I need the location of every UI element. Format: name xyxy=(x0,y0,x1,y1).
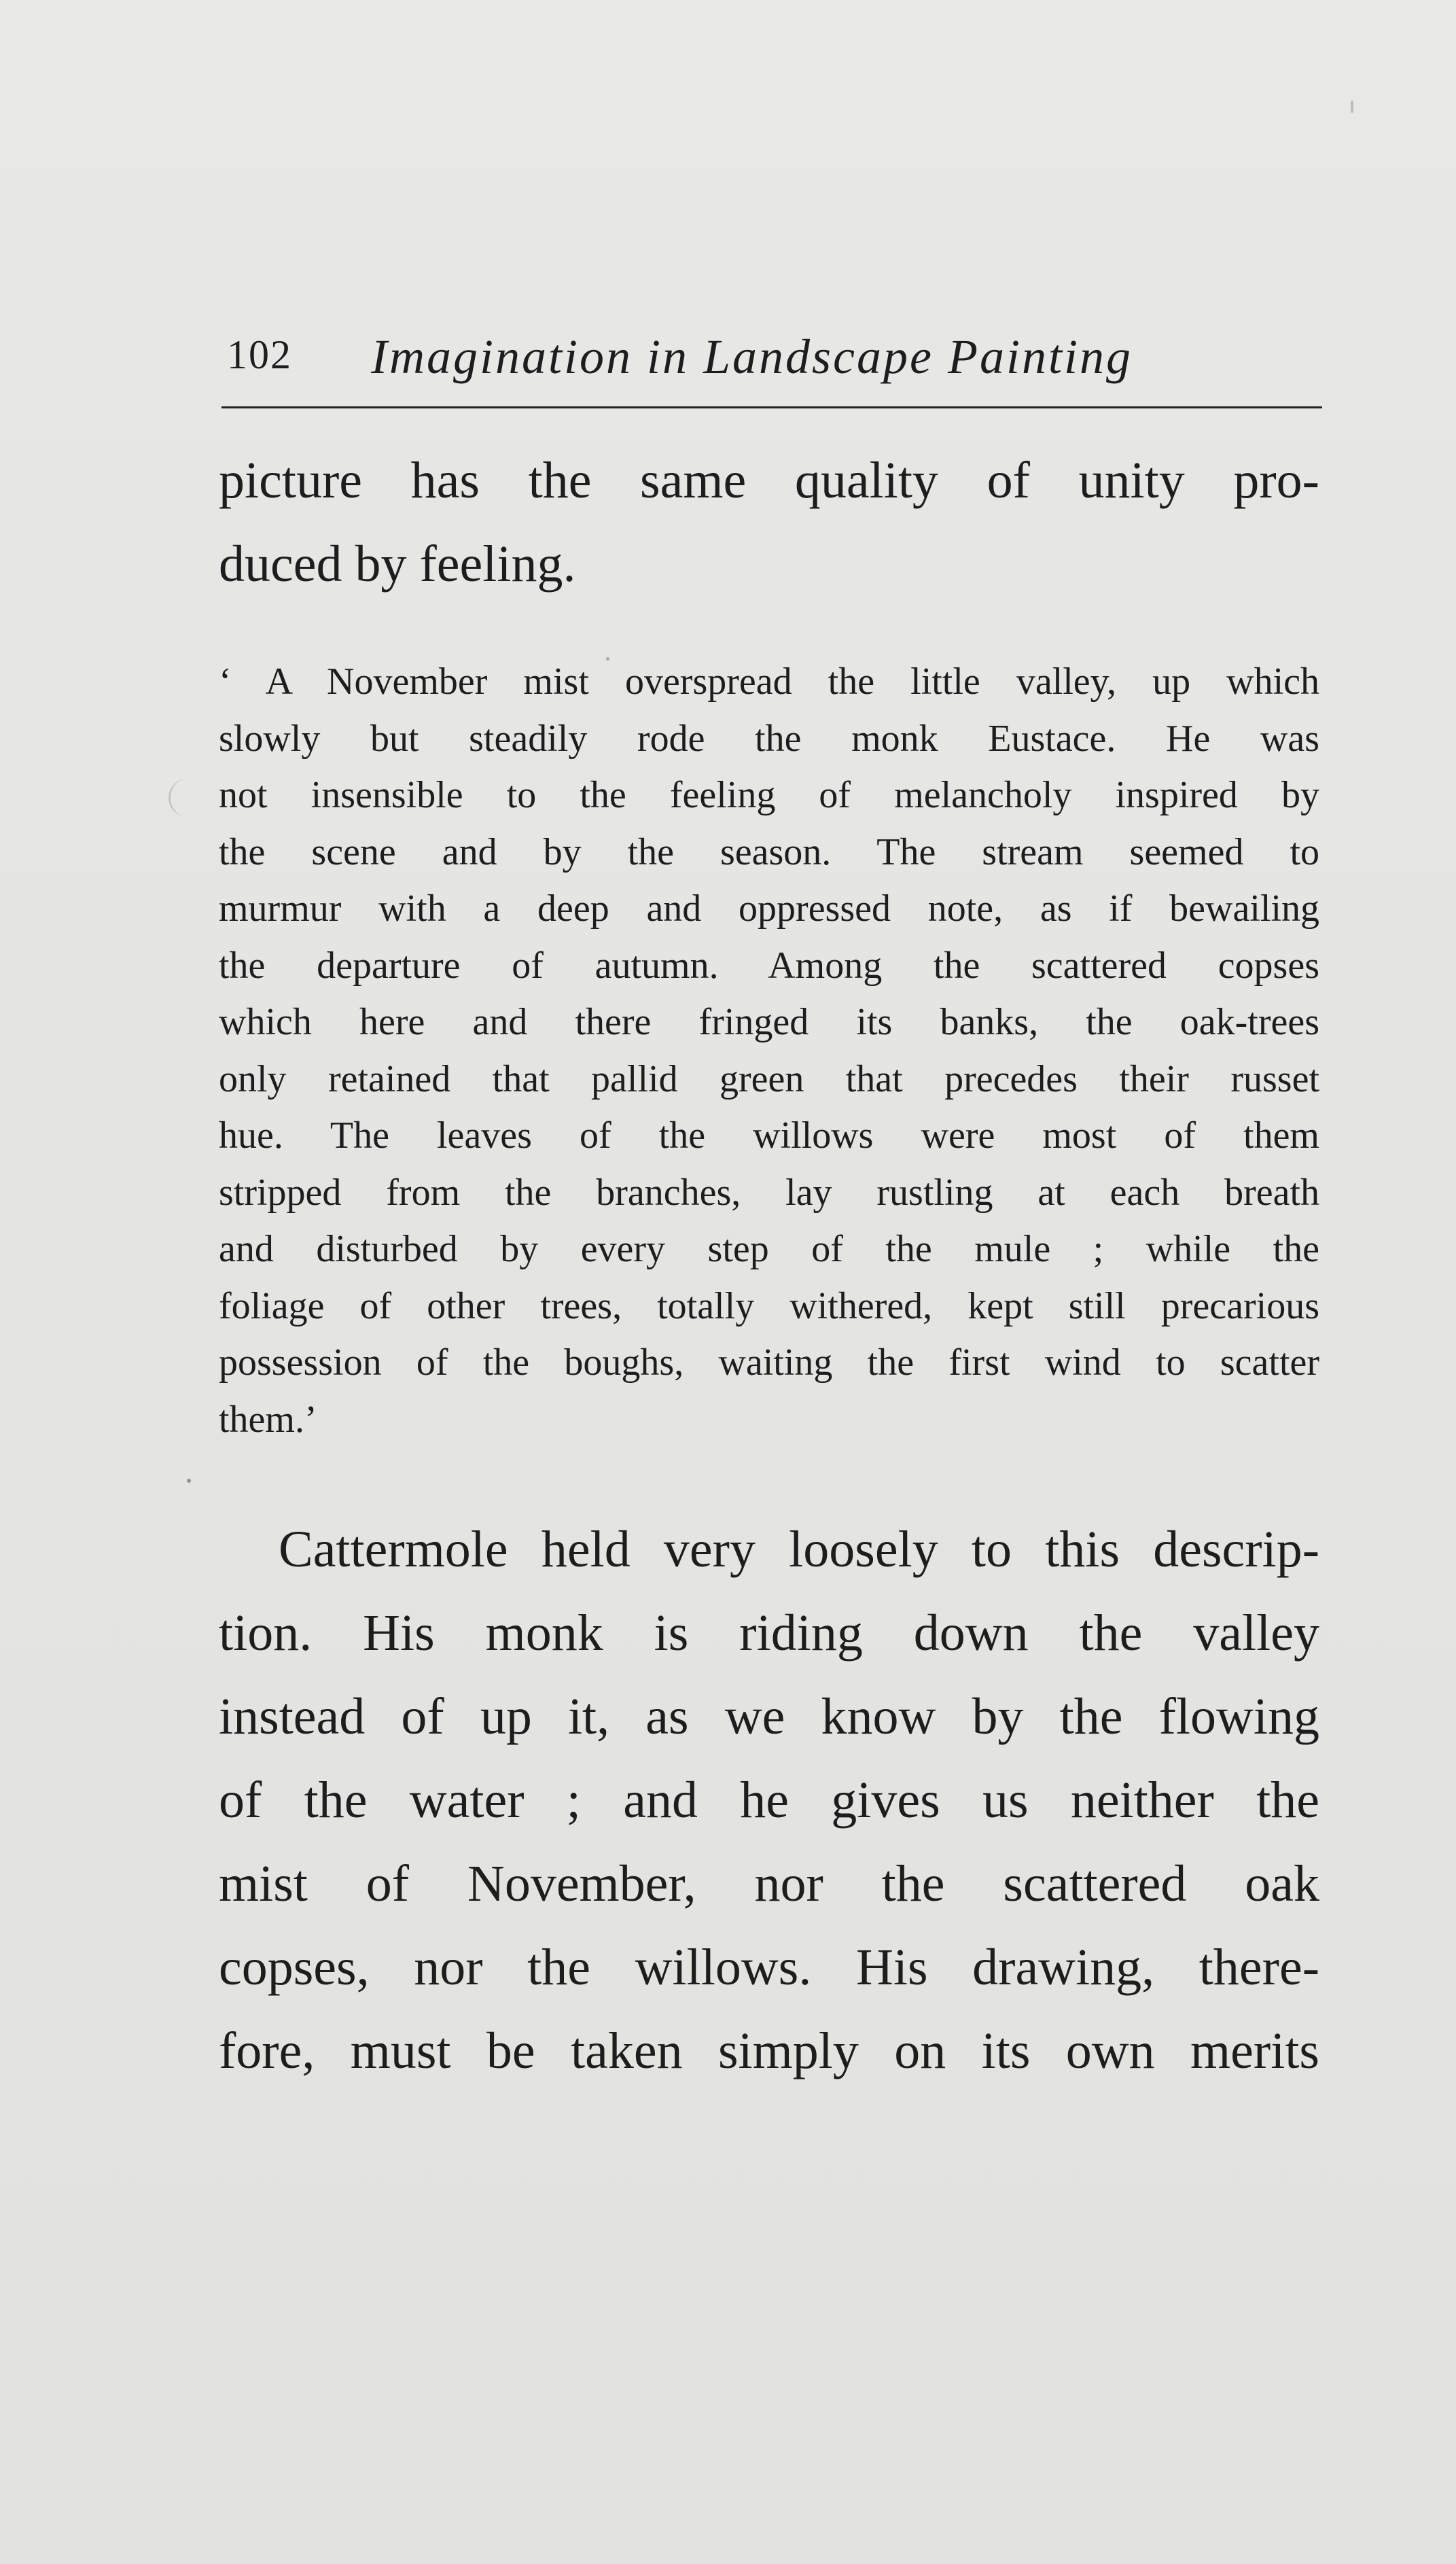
quote-line: ‘ A November mist overspread the little valley, up which xyxy=(219,661,1319,703)
quote-line: the departure of autumn. Among the scattered copses xyxy=(219,944,1319,987)
quote-line: the scene and by the season. The stream seemed to xyxy=(219,830,1319,873)
quote-line: slowly but steadily rode the monk Eustace. He was xyxy=(219,717,1319,760)
text-line: fore, must be taken simply on its own merits xyxy=(219,2022,1319,2079)
paper-speck xyxy=(187,1479,191,1483)
quote-line: not insensible to the feeling of melancholy inspired by xyxy=(219,774,1319,816)
quote-line: only retained that pallid green that precedes their russet xyxy=(219,1057,1319,1100)
running-header xyxy=(221,319,1322,394)
quote-line: them.’ xyxy=(219,1398,317,1441)
quote-line: hue. The leaves of the willows were most of them xyxy=(219,1114,1319,1157)
quote-line: which here and there fringed its banks, the oak-trees xyxy=(219,1001,1319,1043)
paragraph-main xyxy=(219,1508,1319,2093)
text-line: mist of November, nor the scattered oak xyxy=(219,1855,1319,1912)
text-line: instead of up it, as we know by the flowing xyxy=(219,1688,1319,1745)
page-number: 102 xyxy=(227,332,292,377)
text-line: picture has the same quality of unity pro- xyxy=(219,452,1319,509)
margin-mark xyxy=(168,779,198,817)
header-rule xyxy=(221,406,1322,408)
quote-line: possession of the boughs, waiting the first wind to scatter xyxy=(219,1341,1319,1384)
text-line: duced by feeling. xyxy=(219,535,576,593)
text-line: tion. His monk is riding down the valley xyxy=(219,1604,1319,1662)
text-line: of the water ; and he gives us neither the xyxy=(219,1772,1319,1829)
quote-line: and disturbed by every step of the mule ; while the xyxy=(219,1228,1319,1270)
quote-line: foliage of other trees, totally withered, kept still precarious xyxy=(219,1284,1319,1327)
quote-line: murmur with a deep and oppressed note, as if bewailing xyxy=(219,888,1319,930)
paragraph-opening xyxy=(219,439,1319,606)
quote-line: stripped from the branches, lay rustling at each breath xyxy=(219,1171,1319,1214)
text-line: copses, nor the willows. His drawing, there- xyxy=(219,1939,1319,1996)
paper-speck xyxy=(1351,101,1353,113)
running-title: Imagination in Landscape Painting xyxy=(371,330,1133,384)
text-line: Cattermole held very loosely to this descrip- xyxy=(279,1521,1319,1578)
paper-speck xyxy=(606,657,609,661)
quotation-block xyxy=(219,654,1319,1448)
